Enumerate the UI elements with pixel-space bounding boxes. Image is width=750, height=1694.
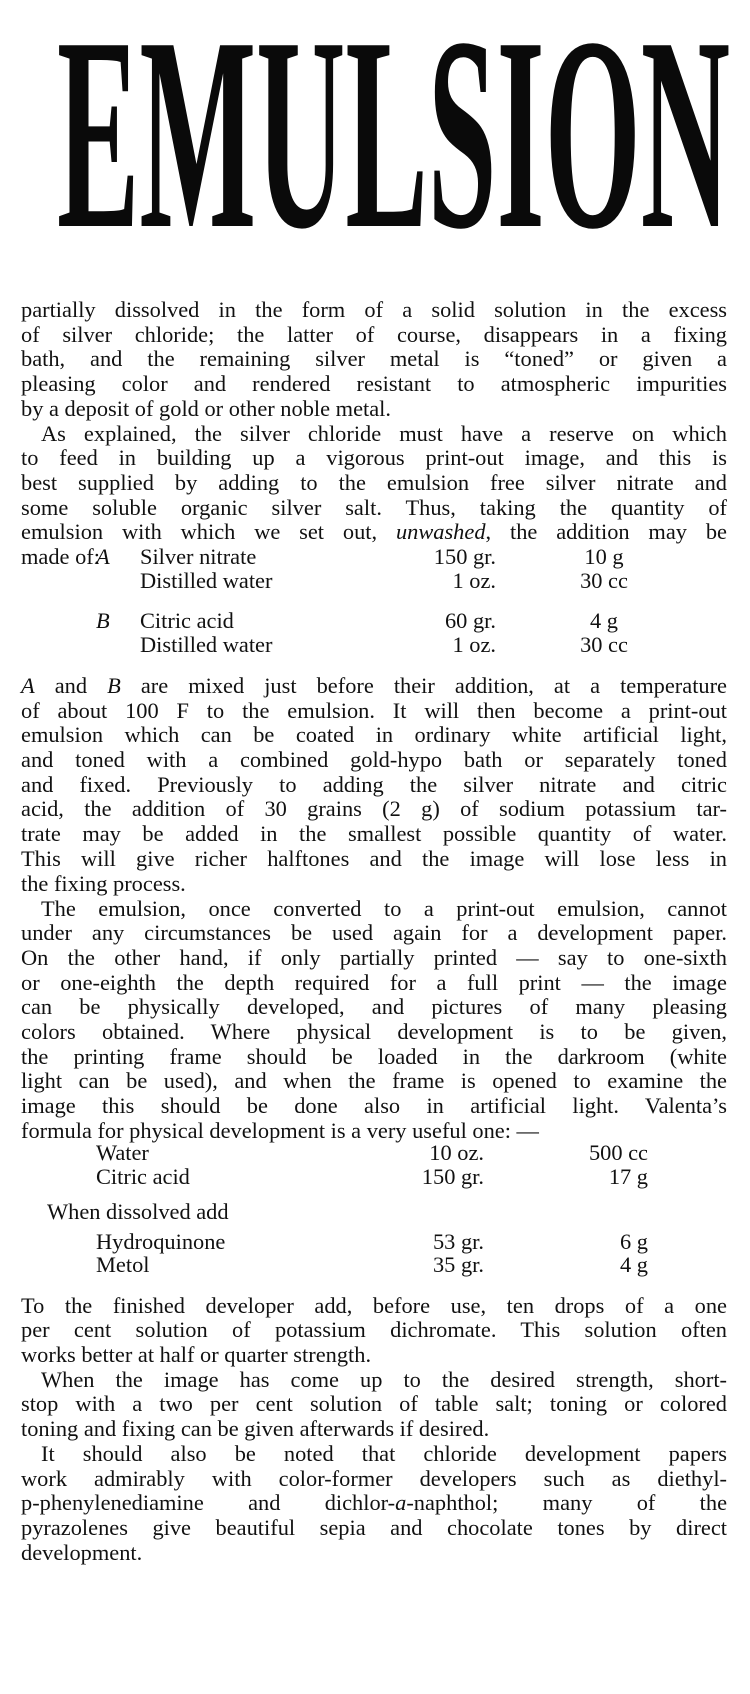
paragraph-5 [21,1294,727,1368]
italic-text: unwashed [395,519,486,545]
text: p-phenylenediamine and dichlor- [21,1490,396,1516]
metric-amount: 30 cc [580,568,628,593]
text-line: As explained, the silver chloride must have a reserve on which [41,420,727,446]
text: emulsion with which we set out, [21,519,396,545]
text-line: per cent solution of potassium dichromate. This solution often [21,1317,727,1343]
ingredient-name: Silver nitrate [140,544,257,569]
text: and [34,673,108,698]
text-line: To the finished developer add, before use, ten drops of a one [21,1292,727,1318]
ingredient-name: Citric acid [140,608,234,633]
text-line: stop with a two per cent solution of table salt; toning or colored [21,1391,727,1417]
paragraph-3 [21,674,727,896]
text-line: When the image has come up to the desired strength, short- [41,1366,727,1392]
metric-amount: 17 g [608,1164,648,1189]
text-line: of about 100 F to the emulsion. It will then become a print-out [21,697,727,723]
text-line: On the other hand, if only partially printed — say to one-sixth [21,944,727,970]
text: are mixed just before their addition, at a temperature [120,673,728,698]
page-title: EMULSION [57,0,731,287]
text-line: made of: [21,543,100,569]
text-line: and toned with a combined gold-hypo bath or separately toned [21,747,727,773]
solution-letter: B [96,608,110,633]
table-row [0,633,750,657]
imperial-amount: 150 gr. [421,1164,484,1189]
text-line: pleasing color and rendered resistant to atmospheric impurities [21,371,727,397]
italic-text: a [395,1490,407,1516]
text-line: formula for physical development is a very useful one: — [21,1117,539,1143]
paragraph-1 [21,298,727,421]
text-line: acid, the addition of 30 grains (2 g) of sodium potassium tar- [21,796,727,822]
ingredient-name: Distilled water [140,632,273,657]
italic-text: A [21,673,35,698]
table-row [0,1141,750,1165]
table-row [0,609,750,633]
text-line: image this should be done also in artificial light. Valenta’s [21,1093,727,1118]
text-line: This will give richer halftones and the image will lose less in [21,845,727,871]
text-line: to feed in building up a vigorous print-out image, and this is [21,445,727,471]
italic-text: B [107,673,121,698]
text-line: toning and fixing can be given afterwards if desired. [21,1415,490,1441]
imperial-amount: 1 oz. [452,568,496,593]
imperial-amount: 150 gr. [433,544,496,569]
text-line: and fixed. Previously to adding the silver nitrate and citric [21,771,727,797]
table-row [0,1165,750,1189]
imperial-amount: 35 gr. [432,1252,484,1277]
metric-amount: 30 cc [580,632,628,657]
text-line: some soluble organic silver salt. Thus, taking the quantity of [21,494,727,520]
table-row [0,1230,750,1254]
ingredient-name: Water [96,1140,149,1165]
text-line: partially dissolved in the form of a solid solution in the excess [21,297,727,322]
metric-amount: 4 g [620,1252,648,1277]
title-wrap [57,0,731,287]
table-subheading-row [0,1200,750,1224]
text-line: the fixing process. [21,870,186,896]
solution-letter: A [96,544,110,569]
table-row [0,1253,750,1277]
text-line: under any circumstances be used again for a development paper. [21,920,727,946]
text-line: work admirably with color-former developers such as diethyl- [21,1465,727,1491]
imperial-amount: 60 gr. [444,608,496,633]
text-line: pyrazolenes give beautiful sepia and chocolate tones by direct [21,1515,727,1541]
text-line: best supplied by adding to the emulsion free silver nitrate and [21,469,727,495]
imperial-amount: 10 oz. [429,1140,484,1165]
metric-amount: 4 g [590,608,618,633]
table-row [0,545,750,569]
imperial-amount: 1 oz. [452,632,496,657]
text-line: It should also be noted that chloride development papers [41,1441,727,1466]
ingredient-name: Distilled water [140,568,273,593]
metric-amount: 500 cc [588,1140,648,1165]
text-line: The emulsion, once converted to a print-out emulsion, cannot [41,895,727,921]
ingredient-name: Citric acid [96,1164,190,1189]
imperial-amount: 53 gr. [432,1229,484,1254]
text-line: emulsion which can be coated in ordinary white artificial light, [21,722,727,748]
paragraph-4 [21,897,727,1144]
text-line: by a deposit of gold or other noble metal. [21,395,391,421]
text-line-with-italic [21,1491,727,1516]
text-line: colors obtained. Where physical development is to be given, [21,1018,727,1044]
text-line: can be physically developed, and pictures of many pleasing [21,994,727,1020]
text-line-with-italic [21,674,727,699]
text-line: or one-eighth the depth required for a full print — the image [21,969,727,995]
paragraph-6 [21,1368,727,1442]
text-line: trate may be added in the smallest possible quantity of water. [21,821,727,847]
metric-amount: 6 g [620,1229,648,1254]
table-row [0,569,750,593]
text-line: bath, and the remaining silver metal is “toned” or given a [21,346,727,372]
text-line: works better at half or quarter strength. [21,1341,372,1367]
paragraph-7 [21,1442,727,1565]
table-subheading: When dissolved add [47,1199,229,1224]
text-line: the printing frame should be loaded in the darkroom (white [21,1043,727,1069]
ingredient-name: Metol [96,1252,150,1277]
ingredient-name: Hydroquinone [96,1229,226,1254]
text-line: development. [21,1539,143,1565]
text-line: light can be used), and when the frame is opened to examine the [21,1068,727,1094]
metric-amount: 10 g [584,544,624,569]
text-line-with-italic [21,520,727,545]
text: -naphthol; many of the [406,1490,728,1516]
text-line: of silver chloride; the latter of course, disappears in a fixing [21,321,727,347]
text: , the addition may be [485,519,727,545]
